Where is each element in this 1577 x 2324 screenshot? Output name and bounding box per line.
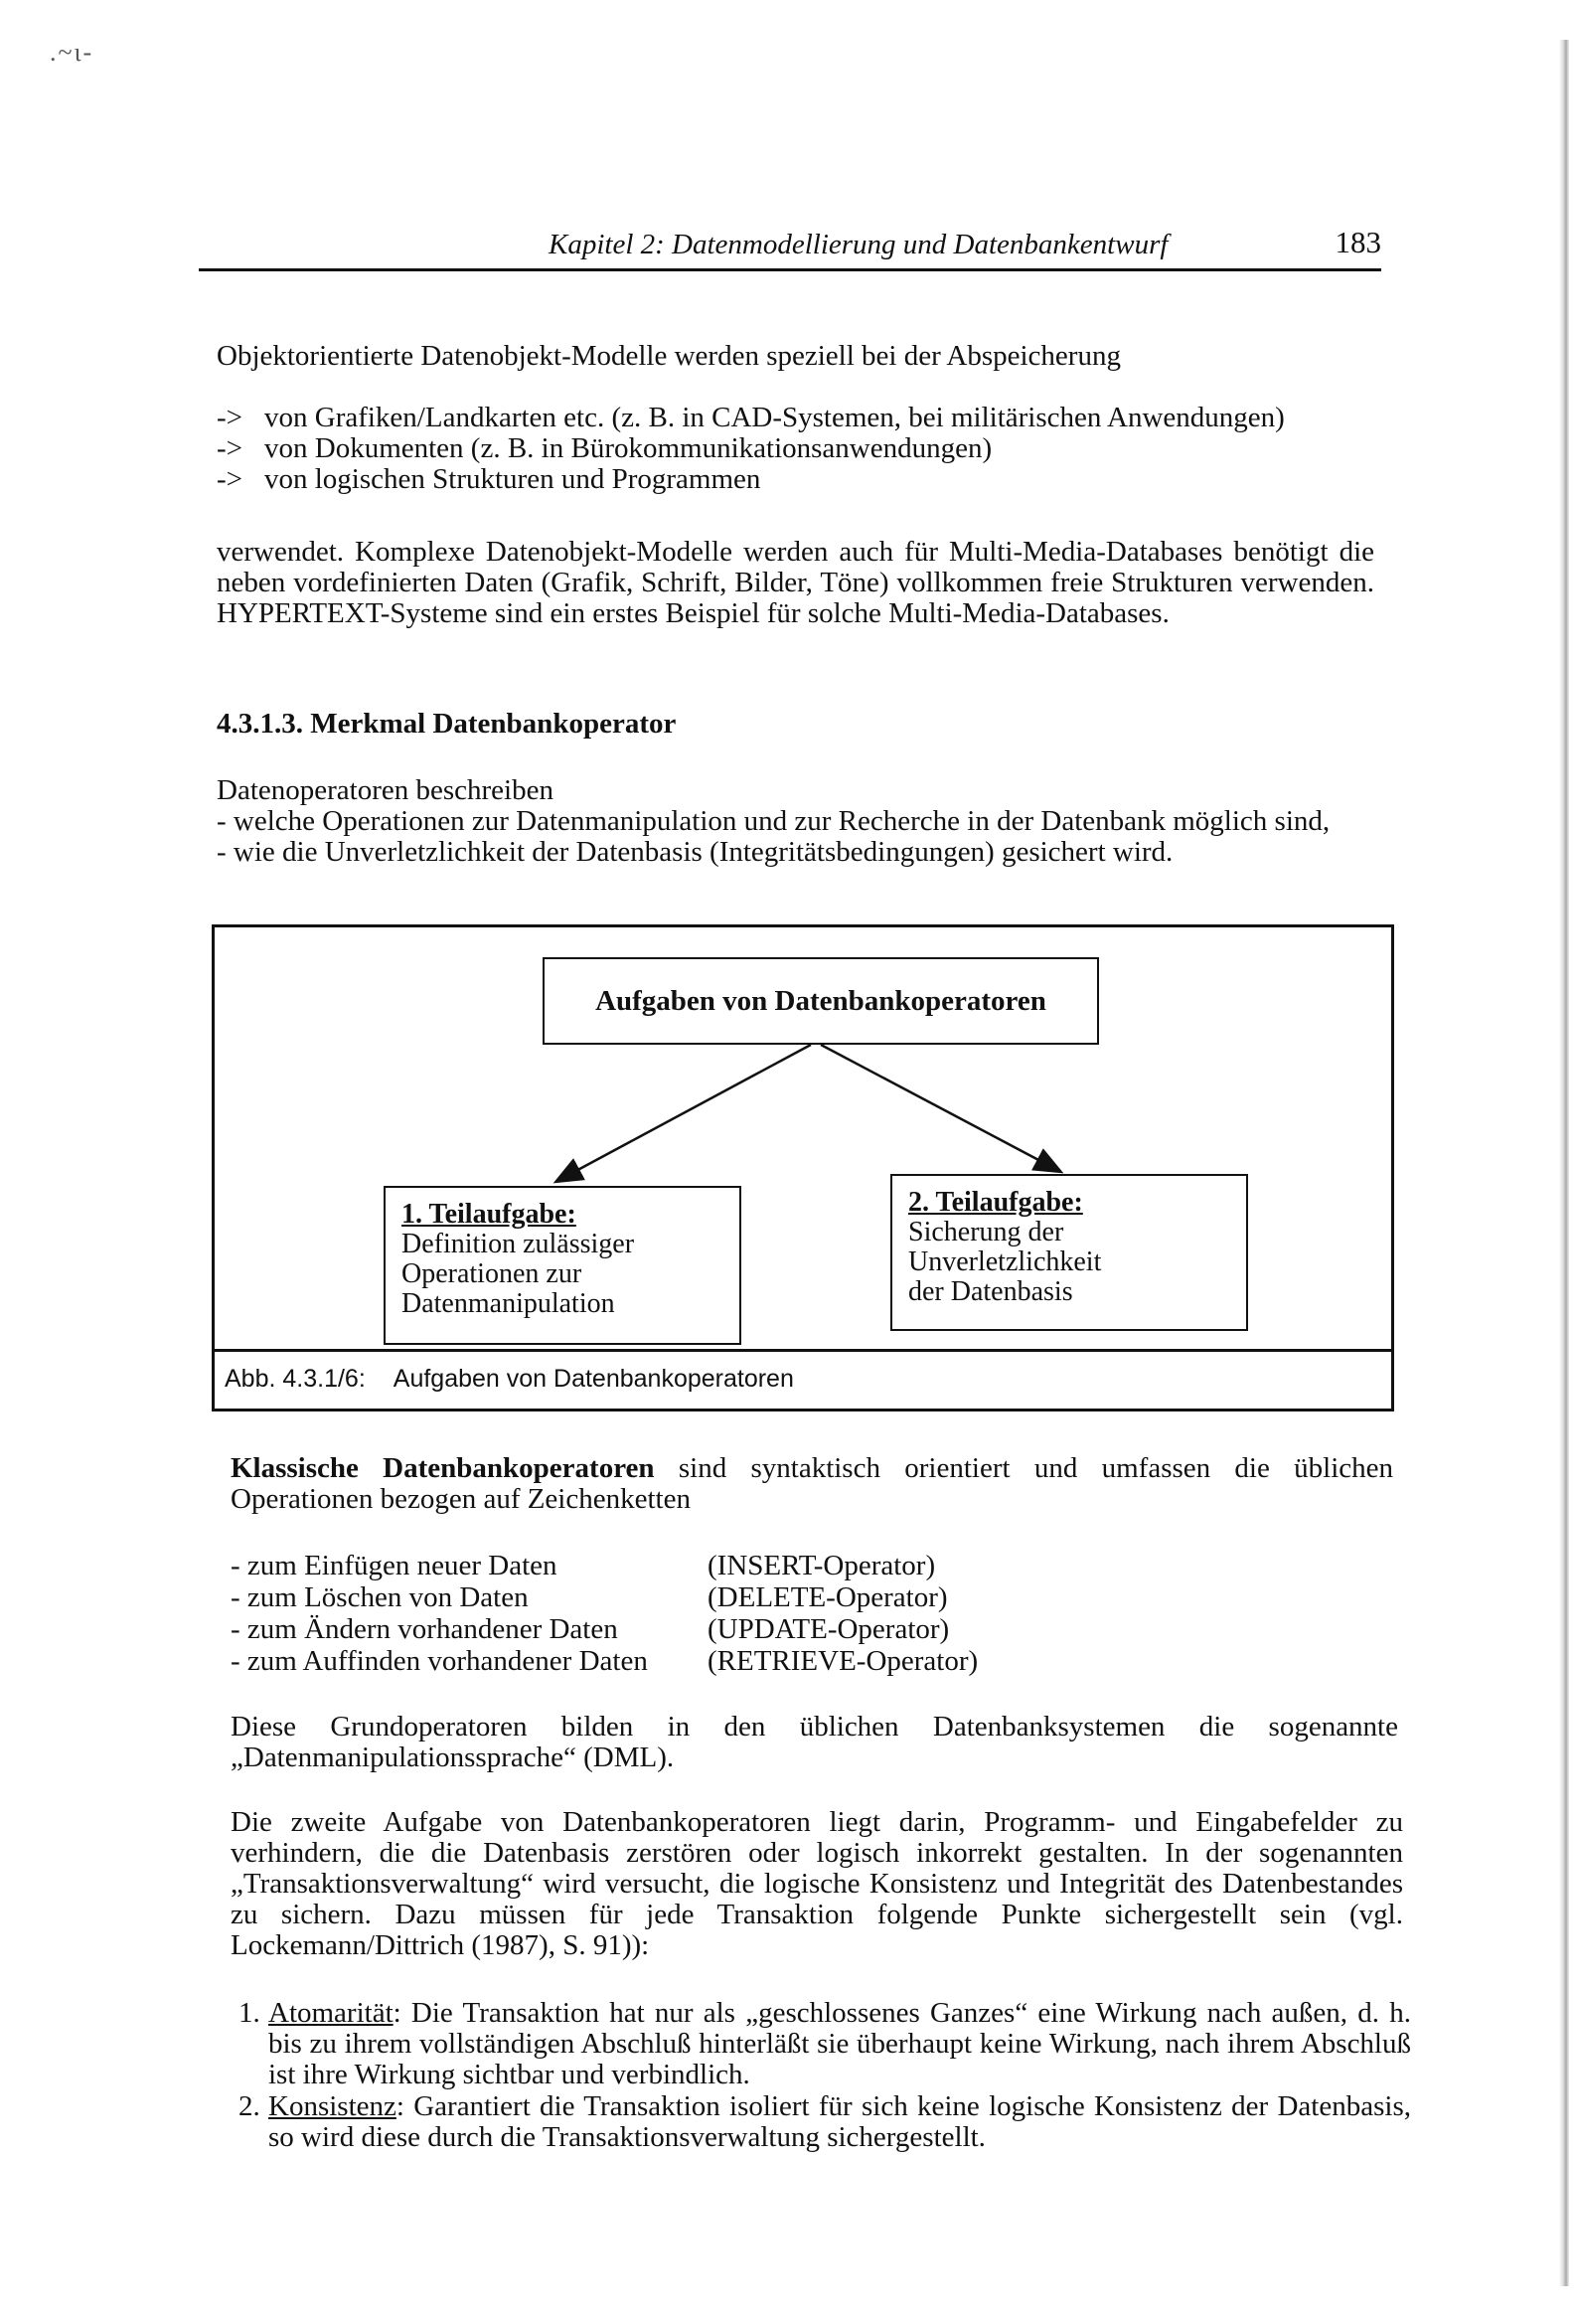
subtask-line: der Datenbasis bbox=[908, 1276, 1073, 1307]
operator-name: (RETRIEVE-Operator) bbox=[708, 1645, 979, 1677]
intro-list bbox=[217, 403, 1389, 495]
transaction-properties bbox=[238, 1998, 1411, 2154]
arrow-marker: -> bbox=[217, 402, 243, 433]
intro-paragraph: verwendet. Komplexe Datenobjekt-Modelle werden auch für Multi-Media-Databases benötigt die neben vordefinierten Daten (Grafik, Schrift, Bilder, Töne) vollkommen freie Strukturen verwenden. HYPERTEXT-Systeme sind ein erstes Beispiel für solche Multi-Media-Databases. bbox=[217, 536, 1374, 629]
subtask-line: Sicherung der bbox=[908, 1217, 1064, 1247]
section-heading: 4.3.1.3. Merkmal Datenbankoperator bbox=[217, 708, 677, 740]
operator-desc: - zum Auffinden vorhandener Daten bbox=[231, 1645, 648, 1677]
operator-desc: - zum Löschen von Daten bbox=[231, 1581, 529, 1613]
diagram-root-box: Aufgaben von Datenbankoperatoren bbox=[543, 957, 1099, 1045]
operator-name: (DELETE-Operator) bbox=[708, 1581, 948, 1613]
operator-desc: - zum Einfügen neuer Daten bbox=[231, 1550, 557, 1581]
arrow-marker: -> bbox=[217, 432, 243, 464]
subtask-line: Definition zulässiger bbox=[401, 1229, 635, 1259]
enum-term: Konsistenz bbox=[268, 2090, 396, 2122]
section-lead: Datenoperatoren beschreiben bbox=[217, 774, 553, 806]
subtask-heading: 2. Teilaufgabe: bbox=[908, 1187, 1083, 1218]
enum-item: 2. Konsistenz: Garantiert die Transaktion isoliert für sich keine logische Konsistenz der Datenbasis, so wird diese durch die Transaktionsverwaltung sichergestellt. bbox=[238, 2090, 1411, 2153]
classic-paragraph: Klassische Datenbankoperatoren sind syntaktisch orientiert und umfassen die üblichen Operationen bezogen auf Zeichenketten bbox=[231, 1452, 1394, 1515]
subtask-line: Operationen zur bbox=[401, 1258, 582, 1289]
operator-desc: - zum Ändern vorhandener Daten bbox=[231, 1613, 618, 1645]
header-title: Kapitel 2: Datenmodellierung und Datenbankentwurf bbox=[549, 229, 1169, 260]
section-bullet: - welche Operationen zur Datenmanipulation und zur Recherche in der Datenbank möglich sind, bbox=[217, 805, 1331, 837]
figure-caption bbox=[215, 1349, 1391, 1409]
intro-text: Objektorientierte Datenobjekt-Modelle werden speziell bei der Abspeicherung bbox=[217, 340, 1121, 372]
section-body bbox=[217, 775, 1399, 868]
operator-name: (UPDATE-Operator) bbox=[708, 1613, 950, 1645]
running-header bbox=[199, 223, 1381, 271]
list-item: -> von Grafiken/Landkarten etc. (z. B. in CAD-Systemen, bei militärischen Anwendungen) bbox=[217, 402, 1285, 433]
caption-text: Aufgaben von Datenbankoperatoren bbox=[393, 1365, 794, 1393]
enum-number: 1. bbox=[238, 1997, 260, 2029]
caption-label: Abb. 4.3.1/6: bbox=[225, 1365, 366, 1393]
list-item: -> von Dokumenten (z. B. in Bürokommunikationsanwendungen) bbox=[217, 432, 993, 464]
intro-line bbox=[217, 341, 1389, 372]
page-edge-shadow bbox=[1559, 40, 1569, 2286]
transaction-paragraph: Die zweite Aufgabe von Datenbankoperatoren liegt darin, Programm- und Eingabefelder zu verhindern, die die Datenbasis zerstören oder logisch inkorrekt gestalten. In der sogenannten „Transaktionsverwaltung“ wird versucht, die logische Konsistenz und Integrität des Datenbestandes zu sichern. Dazu müssen für jede Transaktion folgende Punkte sichergestellt sein (vgl. Lockemann/Dittrich (1987), S. 91)): bbox=[231, 1806, 1403, 1961]
enum-term: Atomarität bbox=[268, 1997, 394, 2029]
subtask-box-2 bbox=[890, 1174, 1248, 1331]
connector-arrow-right bbox=[821, 1045, 1059, 1171]
dml-paragraph: Diese Grundoperatoren bilden in den üblichen Datenbanksystemen die sogenannte „Datenmanipulationssprache“ (DML). bbox=[231, 1711, 1398, 1773]
page-number: 183 bbox=[1335, 225, 1381, 259]
arrow-marker: -> bbox=[217, 463, 243, 495]
operator-name: (INSERT-Operator) bbox=[708, 1550, 936, 1581]
enum-number: 2. bbox=[238, 2090, 260, 2122]
section-bullet: - wie die Unverletzlichkeit der Datenbasis (Integritätsbedingungen) gesichert wird. bbox=[217, 836, 1174, 868]
scan-artifact: .~ι- bbox=[50, 38, 94, 67]
operator-list bbox=[231, 1551, 1403, 1677]
enum-item: 1. Atomarität: Die Transaktion hat nur als „geschlossenes Ganzes“ eine Wirkung nach außen, d. h. bis zu ihrem vollständigen Abschluß hinterläßt sie überhaupt keine Wirkung, nach ihrem Abschluß ist ihre Wirkung sichtbar und verbindlich. bbox=[238, 1997, 1411, 2090]
subtask-heading: 1. Teilaufgabe: bbox=[401, 1199, 576, 1230]
subtask-line: Unverletzlichkeit bbox=[908, 1246, 1102, 1277]
list-item: -> von logischen Strukturen und Programmen bbox=[217, 463, 761, 495]
subtask-line: Datenmanipulation bbox=[401, 1288, 615, 1319]
connector-arrow-left bbox=[557, 1045, 811, 1181]
classic-term: Klassische Datenbankoperatoren bbox=[231, 1452, 655, 1484]
subtask-box-1 bbox=[384, 1186, 741, 1345]
figure-diagram bbox=[212, 924, 1394, 1411]
